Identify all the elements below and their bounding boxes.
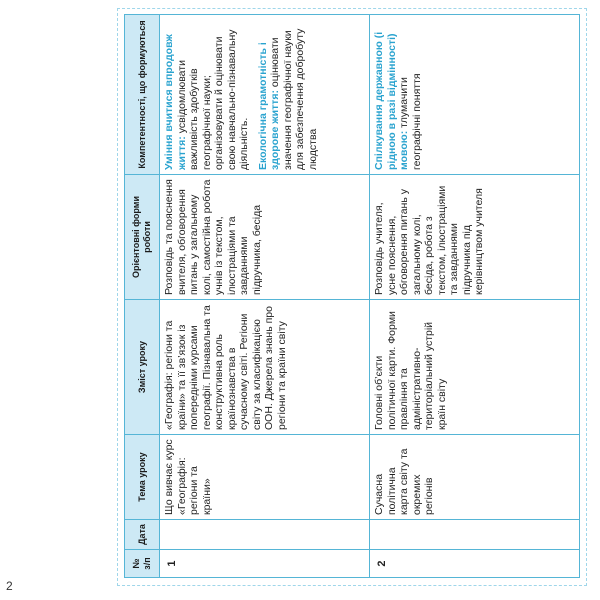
competency-title: Спілкування державною (і рідною в разі відмінності) мовою: <box>373 31 410 170</box>
competency-text: оцінювати значення географічної науки для забезпечення добробуту людства <box>269 28 319 170</box>
competency-block <box>373 19 423 170</box>
header-forms: Орієнтовні форми роботи <box>125 175 160 300</box>
header-content: Зміст уроку <box>125 300 160 435</box>
page-number: 2 <box>6 579 13 593</box>
competency-block <box>163 19 251 170</box>
competency-text: усвідомлювати важливість здобутків географічної науки; організовувати й оцінювати свою навчально-пізнавальну діяльність. <box>175 29 250 170</box>
table-row <box>370 15 580 578</box>
row-date <box>370 520 580 550</box>
row-competencies <box>370 15 580 175</box>
row-number: 1 <box>160 550 370 578</box>
competency-title: Уміння вчитися впродовж життя: <box>163 34 188 170</box>
row-topic: Що вивчає курс «Географія: регіони та країни» <box>160 435 370 520</box>
header-date: Дата <box>125 520 160 550</box>
lesson-plan-table <box>124 14 580 578</box>
lesson-plan-table-rotated <box>124 15 579 578</box>
row-date <box>160 520 370 550</box>
row-content: «Географія: регіони та країни» та її зв’язок із попередніми курсами географії. Пізнавальна та конструктивна роль країнознавства в сучасному світі. Регіони світу за класифікацією ООН. Джерела знань про регіони та країни світу <box>160 300 370 435</box>
row-content: Головні об’єкти політичної карти. Форми правління та адміністративно-територіальний устрій країн світу <box>370 300 580 435</box>
header-topic: Тема уроку <box>125 435 160 520</box>
row-topic: Сучасна політична карта світу та окремих регіонів <box>370 435 580 520</box>
row-forms: Розповідь учителя, усне пояснення, обговорення питань у загальному колі, бесіда, робота з текстом, ілюстраціями та завданнями підручника під керівництвом учителя <box>370 175 580 300</box>
competency-title: Екологічна грамотність і здорове життя: <box>256 42 281 170</box>
row-forms: Розповідь та пояснення вчителя, обговорення питань у загальному колі, самостійна робота учнів із текстом, ілюстраціями та завданнями підручника, бесіда <box>160 175 370 300</box>
row-number: 2 <box>370 550 580 578</box>
row-competencies <box>160 15 370 175</box>
table-row <box>160 15 370 578</box>
competency-block <box>257 19 320 170</box>
header-competencies: Компетентності, що формуються <box>125 15 160 175</box>
header-num: № з/п <box>125 550 160 578</box>
table-header-row <box>125 15 160 578</box>
competency-text: тлумачити географічні поняття <box>398 73 423 170</box>
